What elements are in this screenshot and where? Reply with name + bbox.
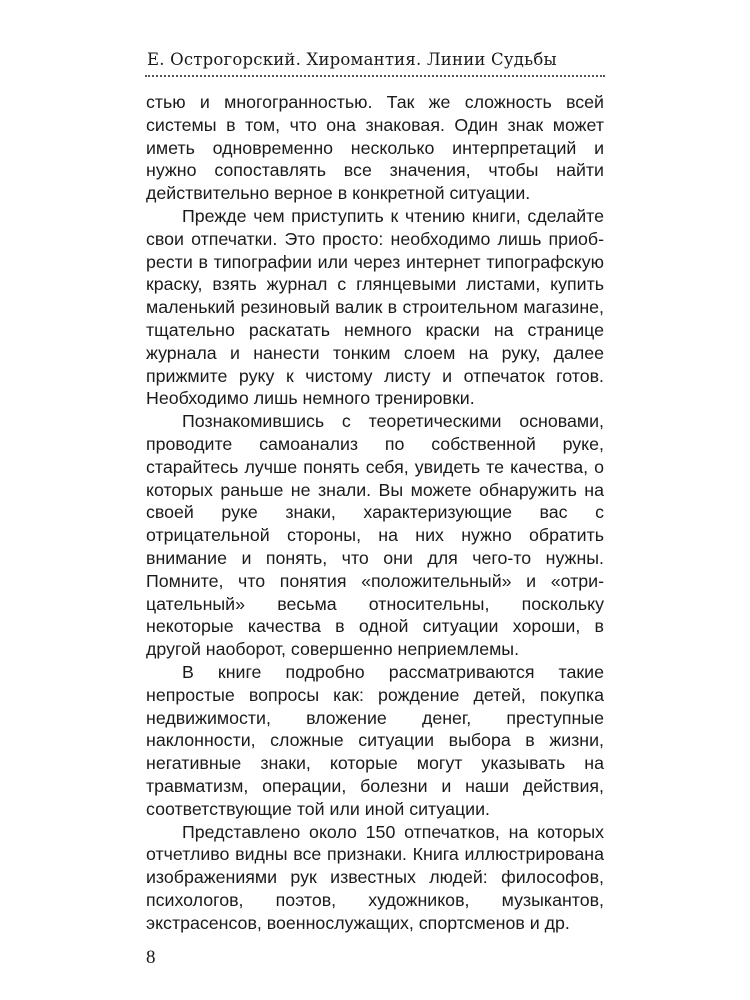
- page-number: 8: [146, 947, 156, 968]
- paragraph-1: стью и многогранностью. Так же сложность всей системы в том, что она знаковая. Один знак может иметь одновременно несколько интерпретаций и нужно сопоставлять все значения, чтобы найти действительно верное в конкретной ситуации.: [146, 92, 604, 204]
- header-dotted-rule: [145, 75, 605, 77]
- paragraph-3: Познакомившись с теоретическими основами, проводите самоанализ по собственной руке, старайтесь лучше понять себя, увидеть те качества, о которых раньше не знали. Вы можете обнаружить на своей руке знаки, характеризующие вас с отрицательной стороны, на них нужно обратить внимание и понять, что они для чего-то нужны. Помните, что понятия «положительный» и «отрицательный» весьма относительны, поскольку некоторые качества в одной ситуации хороши, в другой наоборот, совершенно неприемлемы.: [146, 411, 604, 660]
- paragraph-2: Прежде чем приступить к чтению книги, сделайте свои отпечатки. Это просто: необходимо лишь приобрести в типографии или через интернет типографскую краску, взять журнал с глянцевыми листами, купить маленький резиновый валик в строительном магазине, тщательно раскатать немного краски на странице журнала и нанести тонким слоем на руку, далее прижмите руку к чистому листу и отпечаток готов. Необходимо лишь немного тренировки.: [146, 205, 604, 409]
- paragraph-5: Представлено около 150 отпечатков, на которых отчетливо видны все признаки. Книга иллюстрирована изображениями рук известных людей: философов, психологов, поэтов, художников, музыкантов, экстрасенсов, военнослужащих, спортсменов и др.: [146, 821, 604, 933]
- paragraph-4: В книге подробно рассматриваются такие непростые вопросы как: рождение детей, покупка недвижимости, вложение денег, преступные наклонности, сложные ситуации выбора в жизни, негативные знаки, которые могут указывать на травматизм, операции, болезни и наши действия, соответствующие той или иной ситуации.: [146, 661, 604, 819]
- running-header: Е. Острогорский. Хиромантия. Линии Судьбы: [147, 50, 557, 69]
- page-body: [146, 91, 604, 934]
